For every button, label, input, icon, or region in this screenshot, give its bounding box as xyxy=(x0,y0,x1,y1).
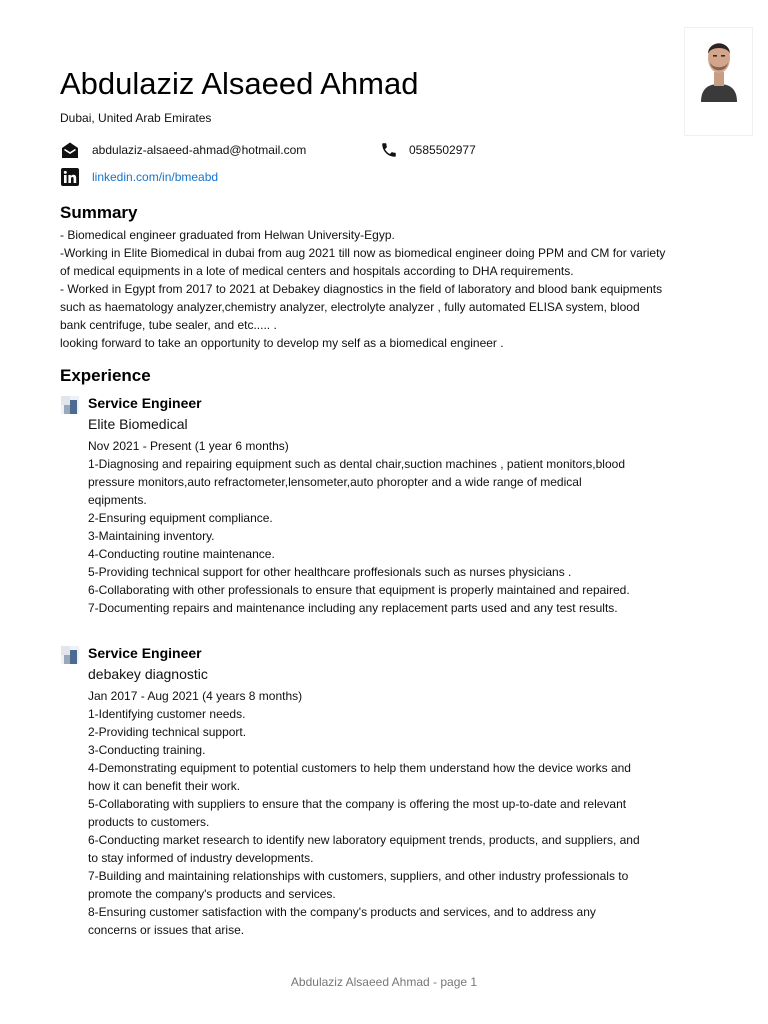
candidate-location: Dubai, United Arab Emirates xyxy=(60,111,212,125)
job-duty-line: 4-Demonstrating equipment to potential customers to help them understand how the device works and xyxy=(88,761,631,775)
job-duty-line: 6-Collaborating with other professionals to ensure that equipment is properly maintained and repaired. xyxy=(88,583,630,597)
summary-line: - Worked in Egypt from 2017 to 2021 at Debakey diagnostics in the field of laboratory and blood bank equipments xyxy=(60,282,663,296)
linkedin-contact xyxy=(61,168,218,186)
job-details xyxy=(88,687,688,939)
summary-text xyxy=(60,226,710,352)
job-duty-line: pressure monitors,auto refractometer,lensometer,auto phoropter and a wide range of medical xyxy=(88,475,582,489)
job-duty-line: how it can benefit their work. xyxy=(88,779,241,793)
summary-line: - Biomedical engineer graduated from Helwan University-Egyp. xyxy=(60,228,395,242)
experience-heading: Experience xyxy=(60,366,151,385)
job-duty-line: 1-Identifying customer needs. xyxy=(88,707,246,721)
summary-line: bank centrifuge, tube sealer, and etc..... . xyxy=(60,318,277,332)
job-duty-line: eqipments. xyxy=(88,493,147,507)
envelope-icon xyxy=(61,141,79,159)
summary-line: looking forward to take an opportunity to develop my self as a biomedical engineer . xyxy=(60,336,504,350)
job-title: Service Engineer xyxy=(88,645,202,661)
phone-number[interactable]: 0585502977 xyxy=(409,143,476,157)
company-name: Elite Biomedical xyxy=(88,416,188,432)
summary-heading: Summary xyxy=(60,203,138,222)
job-duty-line: 3-Maintaining inventory. xyxy=(88,529,215,543)
job-duty-line: 7-Documenting repairs and maintenance including any replacement parts used and any test results. xyxy=(88,601,618,615)
summary-line: such as haematology analyzer,chemistry analyzer, electrolyte analyzer , fully automated ELISA system, blood xyxy=(60,300,640,314)
linkedin-link[interactable]: linkedin.com/in/bmeabd xyxy=(92,170,219,184)
summary-line: of medical equipments in a lote of medical centers and hospitals according to DHA requirements. xyxy=(60,264,574,278)
company-logo-icon xyxy=(61,396,79,414)
phone-contact xyxy=(380,141,476,159)
job-duty-line: 5-Collaborating with suppliers to ensure that the company is offering the most up-to-date and relevant xyxy=(88,797,627,811)
job-duty-line: 2-Providing technical support. xyxy=(88,725,247,739)
summary-line: -Working in Elite Biomedical in dubai from aug 2021 till now as biomedical engineer doing PPM and CM for variety xyxy=(60,246,666,260)
page-footer: Abdulaziz Alsaeed Ahmad - page 1 xyxy=(290,975,478,989)
job-duty-line: concerns or issues that arise. xyxy=(88,923,245,937)
email-address[interactable]: abdulaziz-alsaeed-ahmad@hotmail.com xyxy=(92,143,307,157)
profile-photo xyxy=(684,27,753,136)
job-duty-line: to stay informed of industry developments. xyxy=(88,851,314,865)
job-details xyxy=(88,437,688,617)
job-duty-line: 3-Conducting training. xyxy=(88,743,206,757)
company-name: debakey diagnostic xyxy=(88,666,208,682)
job-duty-line: promote the company's products and services. xyxy=(88,887,336,901)
phone-icon xyxy=(380,141,398,159)
job-duty-line: 8-Ensuring customer satisfaction with the company's products and services, and to address any xyxy=(88,905,596,919)
job-duty-line: 5-Providing technical support for other healthcare proffesionals such as nurses physicians . xyxy=(88,565,572,579)
company-logo-icon xyxy=(61,646,79,664)
job-duty-line: 6-Conducting market research to identify new laboratory equipment trends, products, and suppliers, and xyxy=(88,833,640,847)
candidate-name: Abdulaziz Alsaeed Ahmad xyxy=(60,66,419,101)
job-duty-line: 2-Ensuring equipment compliance. xyxy=(88,511,273,525)
job-duty-line: 7-Building and maintaining relationships with customers, suppliers, and other industry professionals to xyxy=(88,869,629,883)
job-duty-line: 4-Conducting routine maintenance. xyxy=(88,547,275,561)
job-title: Service Engineer xyxy=(88,395,202,411)
profile-photo-image xyxy=(699,32,739,102)
job-dates: Nov 2021 - Present (1 year 6 months) xyxy=(88,439,289,453)
job-duty-line: 1-Diagnosing and repairing equipment such as dental chair,suction machines , patient monitors,blood xyxy=(88,457,625,471)
job-dates: Jan 2017 - Aug 2021 (4 years 8 months) xyxy=(88,689,303,703)
email-contact xyxy=(61,141,306,159)
linkedin-icon xyxy=(61,168,79,186)
job-duty-line: products to customers. xyxy=(88,815,210,829)
